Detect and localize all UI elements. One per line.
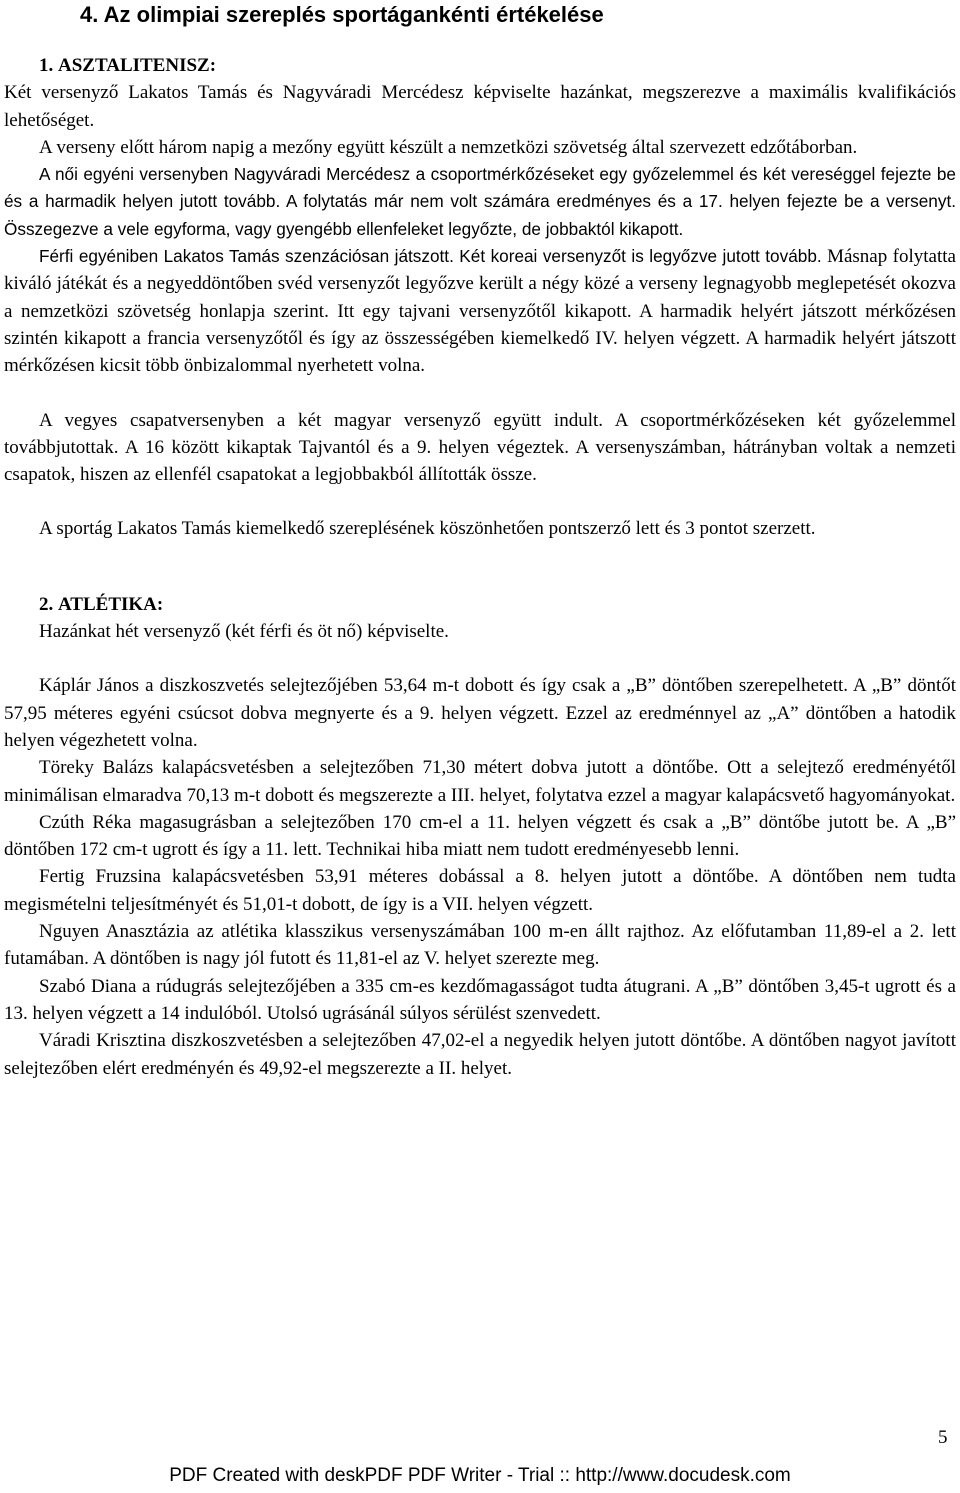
spacer — [4, 645, 956, 672]
paragraph: Töreky Balázs kalapácsvetésben a selejtezőben 71,30 métert dobva jutott a döntőbe. Ott a selejtező eredményétől minimálisan elmaradva 70,13 m-t dobott és megszerezte a III. helyet, folytatva ezzel a magyar kalapácsvető hagyományokat. — [4, 757, 956, 806]
section-heading-atletika — [4, 591, 956, 618]
section-number: 2. — [39, 593, 54, 615]
page-number: 5 — [938, 1427, 948, 1448]
paragraph-part: Férfi egyéniben Lakatos Tamás szenzációsan játszott. Két koreai versenyzőt is legyőzve jutott tovább. — [39, 246, 822, 267]
paragraph: A vegyes csapatversenyben a két magyar versenyző együtt indult. A csoportmérkőzéseken két győzelemmel továbbjutottak. A 16 között kikaptak Tajvantól és a 9. helyen végeztek. A versenyszámban, hátrányban voltak a nemzeti csapatok, hiszen az ellenfél csapatokat a legjobbakból állították össze. — [4, 409, 956, 486]
paragraph: A női egyéni versenyben Nagyváradi Mercédesz a csoportmérkőzéseket egy győzelemmel és két vereséggel fejezte be és a harmadik helyen jutott tovább. A folytatás már nem volt számára eredményes és a 17. helyen fejezte be a versenyt. Összegezve a vele egyforma, vagy gyengébb ellenfeleket legyőzte, de jobbaktól kikapott. — [4, 164, 956, 239]
section-number: 1. — [39, 55, 54, 76]
document-body — [4, 52, 956, 1082]
paragraph: Fertig Fruzsina kalapácsvetésben 53,91 méteres dobással a 8. helyen jutott a döntőbe. A döntőben nem tudta megismételni teljesítményét és 51,01-t dobott, de így is a VII. helyen végzett. — [4, 866, 956, 915]
paragraph: A sportág Lakatos Tamás kiemelkedő szereplésének köszönhetően pontszerző lett és 3 pontot szerzett. — [39, 518, 816, 540]
paragraph: Szabó Diana a rúdugrás selejtezőjében a 335 cm-es kezdőmagasságot tudta átugrani. A „B” döntőben 3,45-t ugrott és a 13. helyen végzett a 14 indulóból. Utolsó ugrásánál súlyos sérülést szenvedett. — [4, 975, 956, 1024]
spacer — [4, 543, 956, 591]
paragraph: Káplár János a diszkoszvetés selejtezőjében 53,64 m-t dobott és így csak a „B” döntőben szerepelhetett. A „B” döntőt 57,95 méteres egyéni csúcsot dobva megnyerte és a 9. helyen végzett. Ezzel az eredménnyel az „A” döntőben a hatodik helyen végezhetett volna. — [4, 675, 956, 751]
paragraph: Czúth Réka magasugrásban a selejtezőben 170 cm-el a 11. helyen végzett és csak a „B” döntőbe jutott be. A „B” döntőben 172 cm-t ugrott és így a 11. lett. Technikai hiba miatt nem tudott eredményesebb lenni. — [4, 811, 956, 861]
paragraph: Nguyen Anasztázia az atlétika klasszikus versenyszámában 100 m-en állt rajthoz. Az előfutamban 11,89-el a 2. lett futamában. A döntőben is nagy jól futott és 11,81-el az V. helyet szerezte meg. — [4, 921, 956, 970]
section-title: ASZTALITENISZ: — [58, 55, 217, 76]
page-heading: 4. Az olimpiai szereplés sportágankénti értékelése — [80, 2, 604, 27]
paragraph: A verseny előtt három napig a mezőny együtt készült a nemzetközi szövetség által szervezett edzőtáborban. — [39, 136, 858, 158]
paragraph — [4, 243, 956, 379]
spacer — [4, 488, 956, 515]
spacer — [4, 380, 956, 407]
section-heading-asztalitenisz — [4, 52, 956, 79]
paragraph: Hazánkat hét versenyző (két férfi és öt nő) képviselte. — [39, 621, 449, 643]
paragraph-part: Másnap folytatta kiváló játékát és a negyeddöntőben svéd versenyzőt legyőzve került a négy közé a verseny legnagyobb meglepetését okozva a nemzetközi szövetség honlapja szerint. Itt egy tajvani versenyzőtől kikapott. A harmadik helyért játszott mérkőzésen szintén kikapott a francia versenyzőtől és így az összességében kiemelkedő IV. helyen végzett. A harmadik helyért játszott mérkőzésen kicsit több önbizalommal nyerhetett volna. — [4, 246, 956, 377]
paragraph: Váradi Krisztina diszkoszvetésben a selejtezőben 47,02-el a negyedik helyen jutott döntőbe. A döntőben nagyot javított selejtezőben elért eredményén és 49,92-el megszerezte a II. helyet. — [4, 1030, 956, 1079]
section-title: ATLÉTIKA: — [58, 593, 164, 615]
pdf-footer: PDF Created with deskPDF PDF Writer - Trial :: http://www.docudesk.com — [169, 1465, 791, 1486]
paragraph: Két versenyző Lakatos Tamás és Nagyváradi Mercédesz képviselte hazánkat, megszerezve a maximális kvalifikációs lehetőséget. — [4, 82, 956, 131]
